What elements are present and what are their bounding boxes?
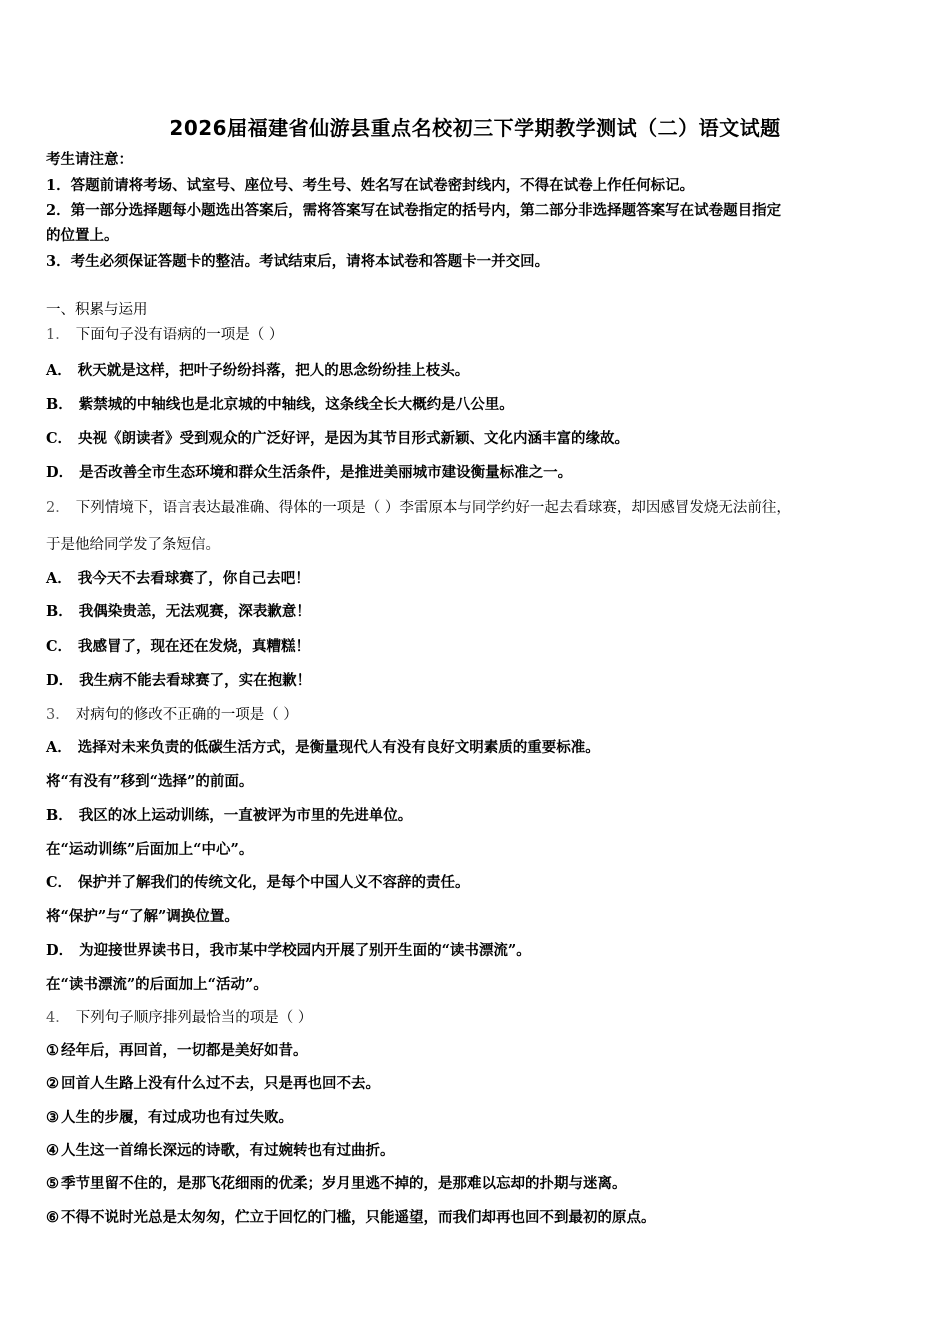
option-letter: B． bbox=[46, 603, 73, 620]
option-text: 是否改善全市生态环境和群众生活条件，是推进美丽城市建设衡量标准之一。 bbox=[79, 464, 573, 481]
question-stem: 下列情境下，语言表达最准确、得体的一项是（ ）李雷原本与同学约好一起去看球赛，却因感冒发烧无法前往， bbox=[75, 500, 791, 516]
sentence-mark: ⑤ bbox=[46, 1175, 59, 1192]
question-stem: 对病句的修改不正确的一项是（ ） bbox=[75, 707, 298, 723]
notice-heading: 考生请注意： bbox=[46, 151, 133, 168]
sentence-text: 季节里留不住的，是那飞花细雨的优柔；岁月里逃不掉的，是那难以忘却的扑期与迷离。 bbox=[61, 1175, 627, 1192]
q3-option-d bbox=[46, 941, 916, 961]
q1-option-d bbox=[46, 463, 916, 483]
question-stem: 下列句子顺序排列最恰当的项是（ ） bbox=[75, 1010, 313, 1026]
sentence-text: 回首人生路上没有什么过不去，只是再也回不去。 bbox=[61, 1075, 380, 1092]
q4-sentence-1 bbox=[46, 1041, 916, 1061]
q2-option-b bbox=[46, 602, 916, 622]
option-letter: C． bbox=[46, 874, 73, 891]
question-number: 4． bbox=[46, 1010, 70, 1026]
q2-option-c bbox=[46, 637, 916, 657]
sentence-text: 人生这一首绵长深远的诗歌，有过婉转也有过曲折。 bbox=[61, 1142, 395, 1159]
option-letter: D． bbox=[46, 942, 74, 959]
option-letter: B． bbox=[46, 396, 73, 413]
option-text: 保护并了解我们的传统文化，是每个中国人义不容辞的责任。 bbox=[78, 874, 470, 891]
option-text: 我生病不能去看球赛了，实在抱歉！ bbox=[79, 672, 312, 689]
notice-item-2: 2．第一部分选择题每小题选出答案后，需将答案写在试卷指定的括号内，第二部分非选择题答案写在试卷题目指定 bbox=[46, 202, 782, 219]
option-letter: C． bbox=[46, 638, 73, 655]
notice-item-1: 1．答题前请将考场、试室号、座位号、考生号、姓名写在试卷密封线内，不得在试卷上作任何标记。 bbox=[46, 177, 695, 194]
q4-sentence-6 bbox=[46, 1208, 916, 1228]
sentence-text: 经年后，再回首，一切都是美好如昔。 bbox=[61, 1042, 308, 1059]
q2-option-d bbox=[46, 671, 916, 691]
sentence-text: 不得不说时光总是太匆匆，伫立于回忆的门槛，只能遥望，而我们却再也回不到最初的原点。 bbox=[61, 1209, 656, 1226]
option-text: 紫禁城的中轴线也是北京城的中轴线，这条线全长大概约是八公里。 bbox=[78, 396, 514, 413]
option-letter: A． bbox=[46, 362, 72, 379]
q4-sentence-2 bbox=[46, 1074, 916, 1094]
notice-item-2-cont: 的位置上。 bbox=[46, 227, 119, 244]
q4-sentence-5 bbox=[46, 1174, 916, 1194]
option-text: 我今天不去看球赛了，你自己去吧！ bbox=[77, 570, 310, 587]
sentence-mark: ⑥ bbox=[46, 1209, 59, 1226]
sentence-mark: ① bbox=[46, 1042, 59, 1059]
option-text: 央视《朗读者》受到观众的广泛好评，是因为其节目形式新颖、文化内涵丰富的缘故。 bbox=[78, 430, 630, 447]
notice-item-3: 3．考生必须保证答题卡的整洁。考试结束后，请将本试卷和答题卡一并交回。 bbox=[46, 253, 550, 270]
q1-option-b bbox=[46, 395, 916, 415]
q3-option-b bbox=[46, 806, 916, 826]
question-3 bbox=[46, 705, 916, 725]
option-text: 选择对未来负责的低碳生活方式，是衡量现代人有没有良好文明素质的重要标准。 bbox=[77, 739, 600, 756]
question-number: 2． bbox=[46, 500, 70, 516]
option-letter: D． bbox=[46, 464, 74, 481]
q3-option-c bbox=[46, 873, 916, 893]
q3-option-a-fix: 将“有没有”移到“选择”的前面。 bbox=[46, 773, 254, 790]
sentence-mark: ② bbox=[46, 1075, 59, 1092]
page-title: 2026届福建省仙游县重点名校初三下学期教学测试（二）语文试题 bbox=[169, 116, 781, 140]
option-text: 为迎接世界读书日，我市某中学校园内开展了别开生面的“读书漂流”。 bbox=[79, 942, 531, 959]
q4-sentence-4 bbox=[46, 1141, 916, 1161]
option-letter: D． bbox=[46, 672, 74, 689]
section-heading: 一、积累与运用 bbox=[46, 302, 148, 318]
q4-sentence-3 bbox=[46, 1108, 916, 1128]
option-letter: C． bbox=[46, 430, 73, 447]
q1-option-a bbox=[46, 361, 916, 381]
q3-option-c-fix: 将“保护”与“了解”调换位置。 bbox=[46, 908, 239, 925]
q1-option-c bbox=[46, 429, 916, 449]
question-2 bbox=[46, 498, 916, 518]
q3-option-a bbox=[46, 738, 916, 758]
option-letter: B． bbox=[46, 807, 73, 824]
option-text: 秋天就是这样，把叶子纷纷抖落，把人的思念纷纷挂上枝头。 bbox=[77, 362, 470, 379]
question-2-cont: 于是他给同学发了条短信。 bbox=[46, 537, 220, 553]
question-stem: 下面句子没有语病的一项是（ ） bbox=[75, 327, 284, 343]
q3-option-d-fix: 在“读书漂流”的后面加上“活动”。 bbox=[46, 976, 268, 993]
q2-option-a bbox=[46, 569, 916, 589]
question-number: 1． bbox=[46, 327, 70, 343]
sentence-mark: ③ bbox=[46, 1109, 59, 1126]
q3-option-b-fix: 在“运动训练”后面加上“中心”。 bbox=[46, 841, 254, 858]
option-text: 我偶染贵恙，无法观赛，深表歉意！ bbox=[78, 603, 311, 620]
question-number: 3． bbox=[46, 707, 70, 723]
option-text: 我感冒了，现在还在发烧，真糟糕！ bbox=[78, 638, 311, 655]
option-letter: A． bbox=[46, 570, 72, 587]
question-4 bbox=[46, 1008, 916, 1028]
option-letter: A． bbox=[46, 739, 72, 756]
sentence-text: 人生的步履，有过成功也有过失败。 bbox=[61, 1109, 293, 1126]
sentence-mark: ④ bbox=[46, 1142, 59, 1159]
question-1 bbox=[46, 325, 916, 345]
option-text: 我区的冰上运动训练，一直被评为市里的先进单位。 bbox=[78, 807, 413, 824]
